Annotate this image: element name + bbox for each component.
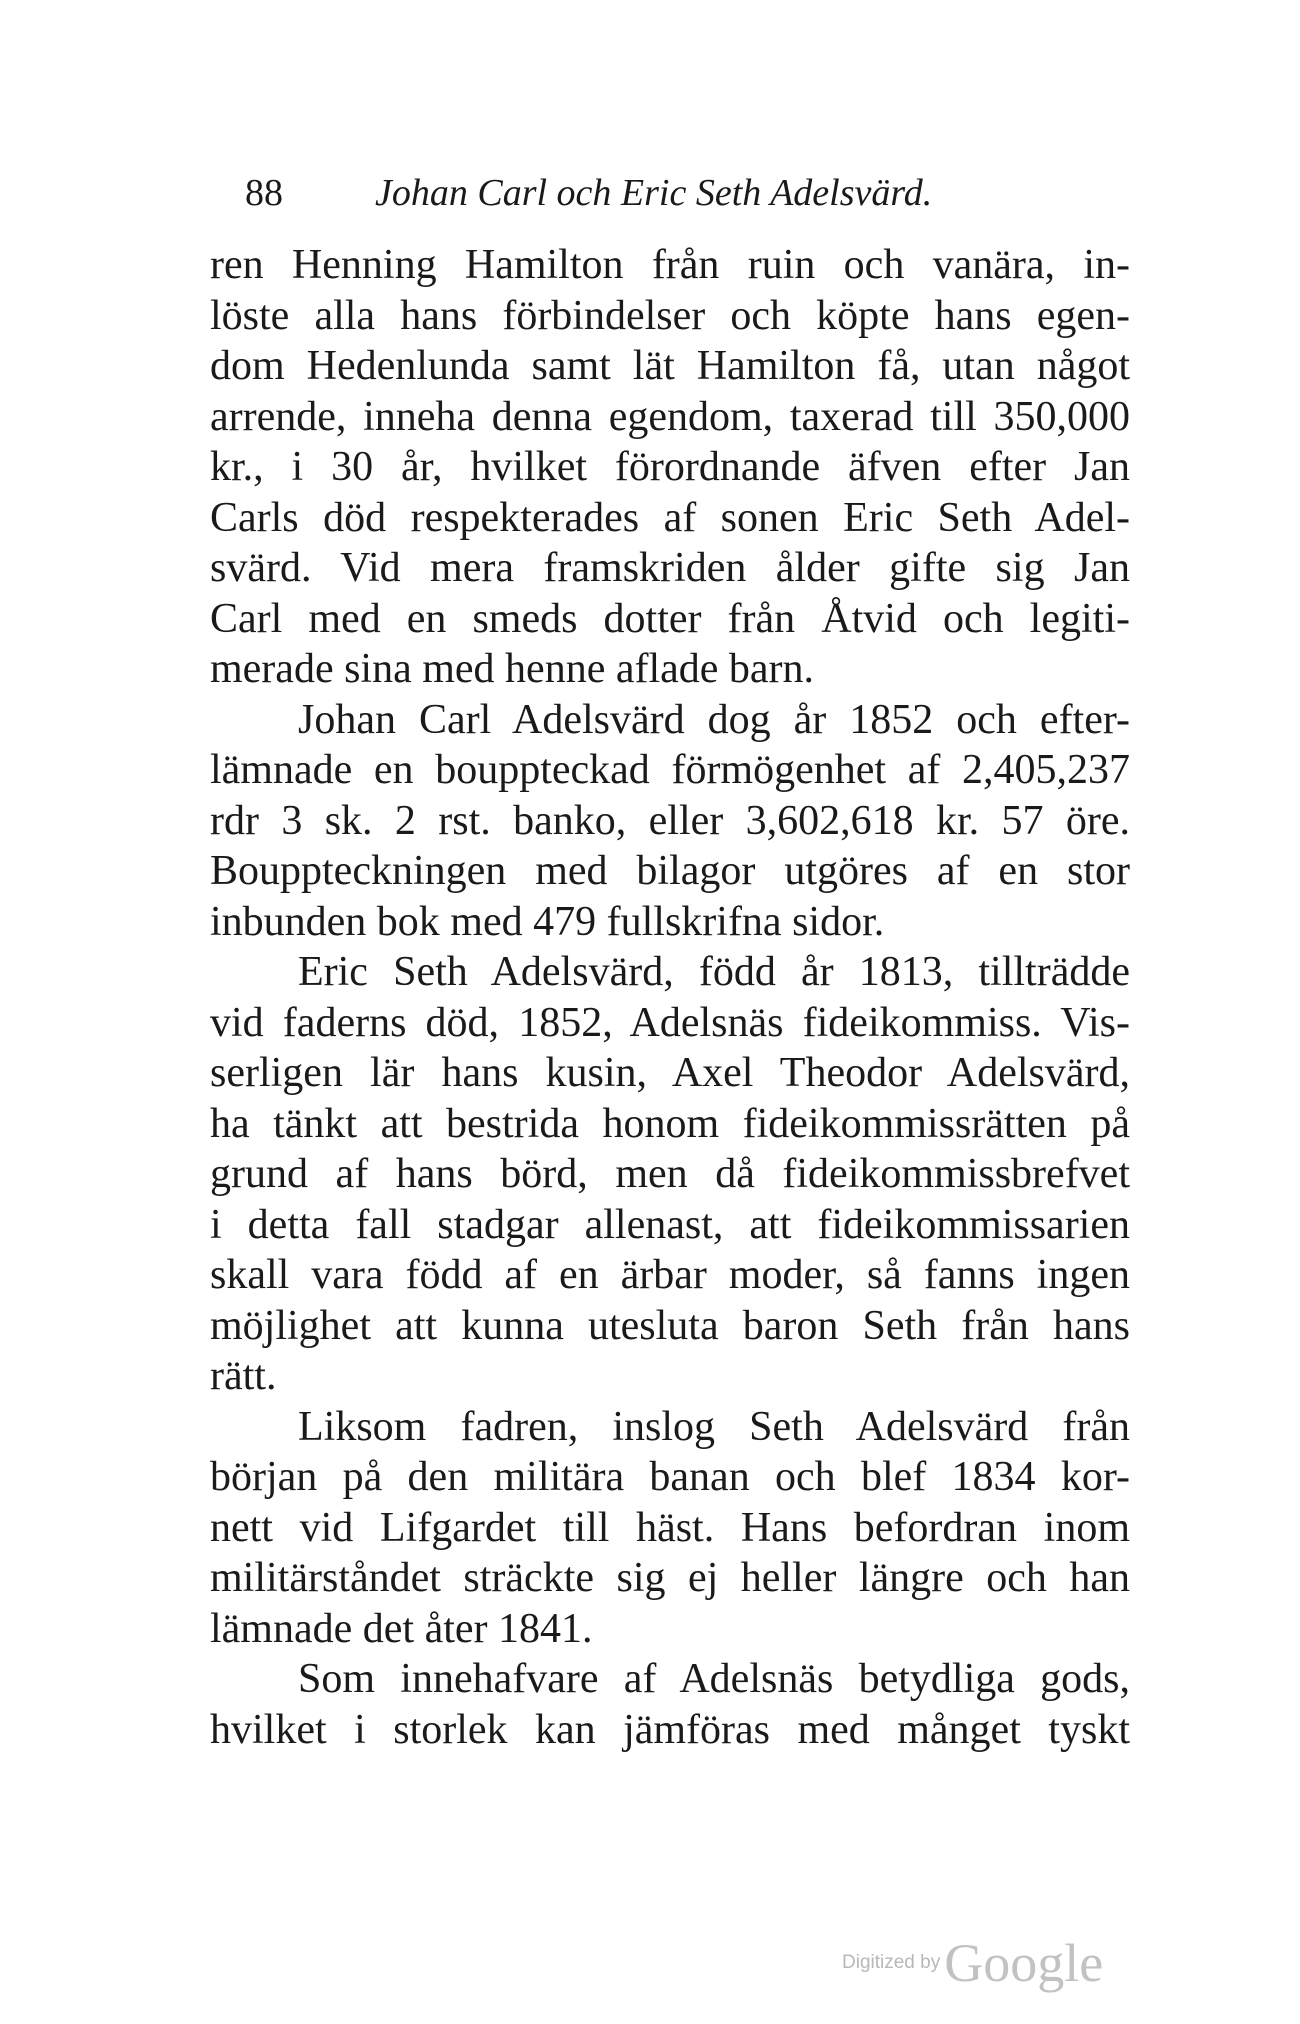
text-line: vid faderns död, 1852, Adelsnäs fideikommiss. Vis- [210,999,1130,1046]
text-line: grund af hans börd, men då fideikommissbrefvet [210,1151,1130,1197]
text-line: Som innehafvare af Adelsnäs betydliga gods, [298,1656,1130,1702]
text-line: lämnade det åter 1841. [210,1605,593,1652]
text-line: början på den militära banan och blef 1834 kor- [210,1454,1130,1500]
google-wordmark: Google [944,1933,1104,1993]
text-line: löste alla hans förbindelser och köpte hans egen- [210,292,1130,339]
text-line: svärd. Vid mera framskriden ålder gifte sig Jan [210,545,1130,591]
body-text [210,240,1130,1755]
text-line: i detta fall stadgar allenast, att fideikommissarien [210,1201,1130,1248]
text-line: rdr 3 sk. 2 rst. banko, eller 3,602,618 kr. 57 öre. [210,797,1130,844]
running-title: Johan Carl och Eric Seth Adelsvärd. [375,172,933,214]
running-header [245,168,1145,218]
text-line: dom Hedenlunda samt lät Hamilton få, utan något [210,343,1130,389]
text-line: merade sina med henne aflade barn. [210,646,815,692]
text-line: ha tänkt att bestrida honom fideikommissrätten på [210,1100,1130,1147]
text-line: hvilket i storlek kan jämföras med månget tyskt [210,1706,1130,1753]
text-line: Liksom fadren, inslog Seth Adelsvärd från [298,1403,1130,1450]
text-line: ren Henning Hamilton från ruin och vanära, in- [210,242,1130,288]
digitized-watermark [842,1932,1103,1994]
text-line: Carl med en smeds dotter från Åtvid och legiti- [210,595,1130,642]
text-line: Johan Carl Adelsvärd dog år 1852 och efter- [298,696,1130,743]
text-line: möjlighet att kunna utesluta baron Seth från hans [210,1302,1130,1349]
text-line: militärståndet sträckte sig ej heller längre och han [210,1555,1130,1601]
text-line: inbunden bok med 479 fullskrifna sidor. [210,898,885,945]
text-line: rätt. [210,1353,277,1399]
text-line: Eric Seth Adelsvärd, född år 1813, tillträdde [298,949,1130,995]
text-line: nett vid Lifgardet till häst. Hans befordran inom [210,1504,1130,1551]
text-line: Bouppteckningen med bilagor utgöres af en stor [210,848,1130,894]
text-line: lämnade en bouppteckad förmögenhet af 2,405,237 [210,747,1130,793]
digitized-label: Digitized by [842,1952,941,1973]
text-line: skall vara född af en ärbar moder, så fanns ingen [210,1252,1130,1298]
text-line: kr., i 30 år, hvilket förordnande äfven efter Jan [210,444,1130,490]
text-line: arrende, inneha denna egendom, taxerad till 350,000 [210,393,1130,440]
text-line: Carls död respekterades af sonen Eric Seth Adel- [210,494,1130,541]
page-number: 88 [245,172,283,214]
text-line: serligen lär hans kusin, Axel Theodor Adelsvärd, [210,1050,1130,1096]
